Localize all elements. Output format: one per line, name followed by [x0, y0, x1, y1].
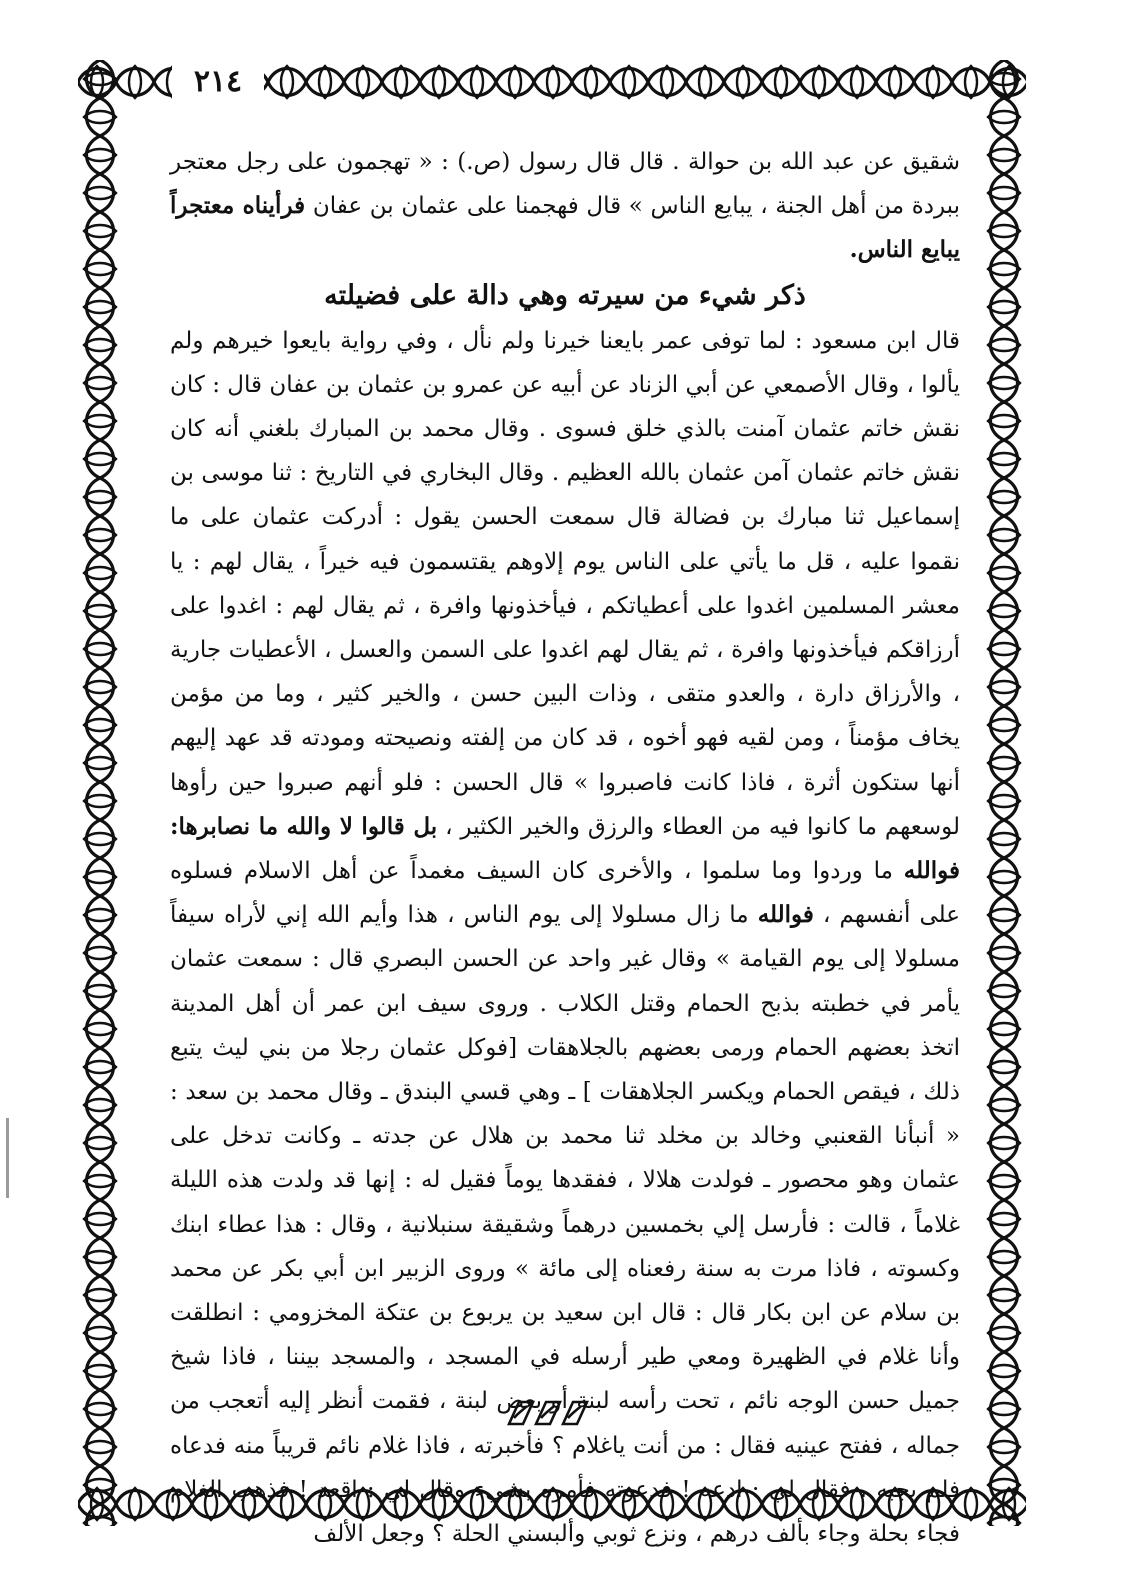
- body-bold-part2: فوالله: [903, 857, 961, 885]
- end-ornament-icon: [505, 1398, 595, 1428]
- intro-text: شقيق عن عبد الله بن حوالة . قال قال رسول (ص.) : « تهجمون على رجل معتجر ببردة من أهل الجنة ، يبايع الناس » قال فهجمنا على عثمان بن عفان: [170, 149, 961, 220]
- scan-margin-mark: [6, 1118, 9, 1198]
- page-content: [170, 140, 960, 1556]
- body-bold-part1: بل قالوا لا والله ما نصابرها:: [170, 812, 438, 840]
- body-paragraph: [170, 319, 960, 1557]
- page-number: ٢١٤: [172, 62, 264, 102]
- intro-paragraph: [170, 140, 960, 273]
- section-heading: ذكر شيء من سيرته وهي دالة على فضيلته: [324, 279, 806, 311]
- intro-bold-text: فرأيناه معتجراً يبايع الناس.: [170, 192, 960, 264]
- body-text-part1: قال ابن مسعود : لما توفى عمر بايعنا خيرنا ولم نأل ، وفي رواية بايعوا خيرهم ولم يألوا ، وقال الأصمعي عن أبي الزناد عن أبيه عن عمرو بن عثمان بن عفان قال : كان نقش خاتم عثمان آمنت بالذي خلق فسوى . وقال محمد بن المبارك بلغني أنه كان نقش خاتم عثمان آمن عثمان بالله العظيم . وقال البخاري في التاريخ : ثنا موسى بن إسماعيل ثنا مبارك بن فضالة قال سمعت الحسن يقول : أدركت عثمان على ما نقموا عليه ، قل ما يأتي على الناس يوم إلاوهم يقتسمون فيه خيراً ، يقال لهم : يا معشر المسلمين اغدوا على أعطياتكم ، فيأخذونها وافرة ، ثم يقال لهم : اغدوا على أرزاقكم فيأخذونها وافرة ، ثم يقال لهم اغدوا على السمن والعسل ، الأعطيات جارية ، والأرزاق دارة ، والعدو متقى ، وذات البين حسن ، والخير كثير ، وما من مؤمن يخاف مؤمناً ، ومن لقيه فهو أخوه ، قد كان من إلفته ونصيحته ومودته قد عهد إليهم أنها ستكون أثرة ، فاذا كانت فاصبروا » قال الحسن : فلو أنهم صبروا حين رأوها لوسعهم ما كانوا فيه من العطاء والرزق والخير الكثير ،: [170, 327, 960, 840]
- right-chain-border: [982, 60, 1026, 1526]
- left-chain-border: [78, 60, 122, 1526]
- body-text-part2: ما وردوا وما سلموا ، والأخرى كان السيف مغمداً عن أهل الاسلام فسلوه على أنفسهم ،: [170, 858, 960, 929]
- body-text-part3: ما زال مسلولا إلى يوم الناس ، هذا وأيم الله إني لأراه سيفاً مسلولا إلى يوم القيامة » وقال غير واحد عن الحسن البصري قال : سمعت عثمان يأمر في خطبته بذبح الحمام وقتل الكلاب . وروى سيف ابن عمر أن أهل المدينة اتخذ بعضهم الحمام ورمى بعضهم بالجلاهقات [فوكل عثمان رجلا من بني ليث يتبع ذلك ، فيقص الحمام ويكسر الجلاهقات ] ـ وهي قسي البندق ـ وقال محمد بن سعد : « أنبأنا القعنبي وخالد بن مخلد ثنا محمد بن هلال عن جدته ـ وكانت تدخل على عثمان وهو محصور ـ فولدت هلالا ، ففقدها يوماً فقيل له : إنها قد ولدت هذه الليلة غلاماً ، قالت : فأرسل إلي بخمسين درهماً وشقيقة سنبلانية ، وقال : هذا عطاء ابنك وكسوته ، فاذا مرت به سنة رفعناه إلى مائة » وروى الزبير ابن أبي بكر عن محمد بن سلام عن ابن بكار قال : قال ابن سعيد بن يربوع بن عتكة المخزومي : انطلقت وأنا غلام في الظهيرة ومعي طير أرسله في المسجد ، والمسجد بيننا ، فاذا شيخ جميل حسن الوجه نائم ، تحت رأسه لبنة أو بعض لبنة ، فقمت أنظر إليه أتعجب من جماله ، ففتح عينيه فقال : من أنت ياغلام ؟ فأخبرته ، فاذا غلام نائم قريباً منه فدعاه فلم يجبه ، فقال لي : ادعه ! فدعوته فأمره بشيء وقال لي : اقعد ! فذهب الغلام فجاء بحلة وجاء بألف درهم ، ونزع ثوبي وألبسني الحلة ؟ وجعل الألف: [170, 902, 960, 1548]
- body-bold-part3: فوالله: [757, 901, 814, 929]
